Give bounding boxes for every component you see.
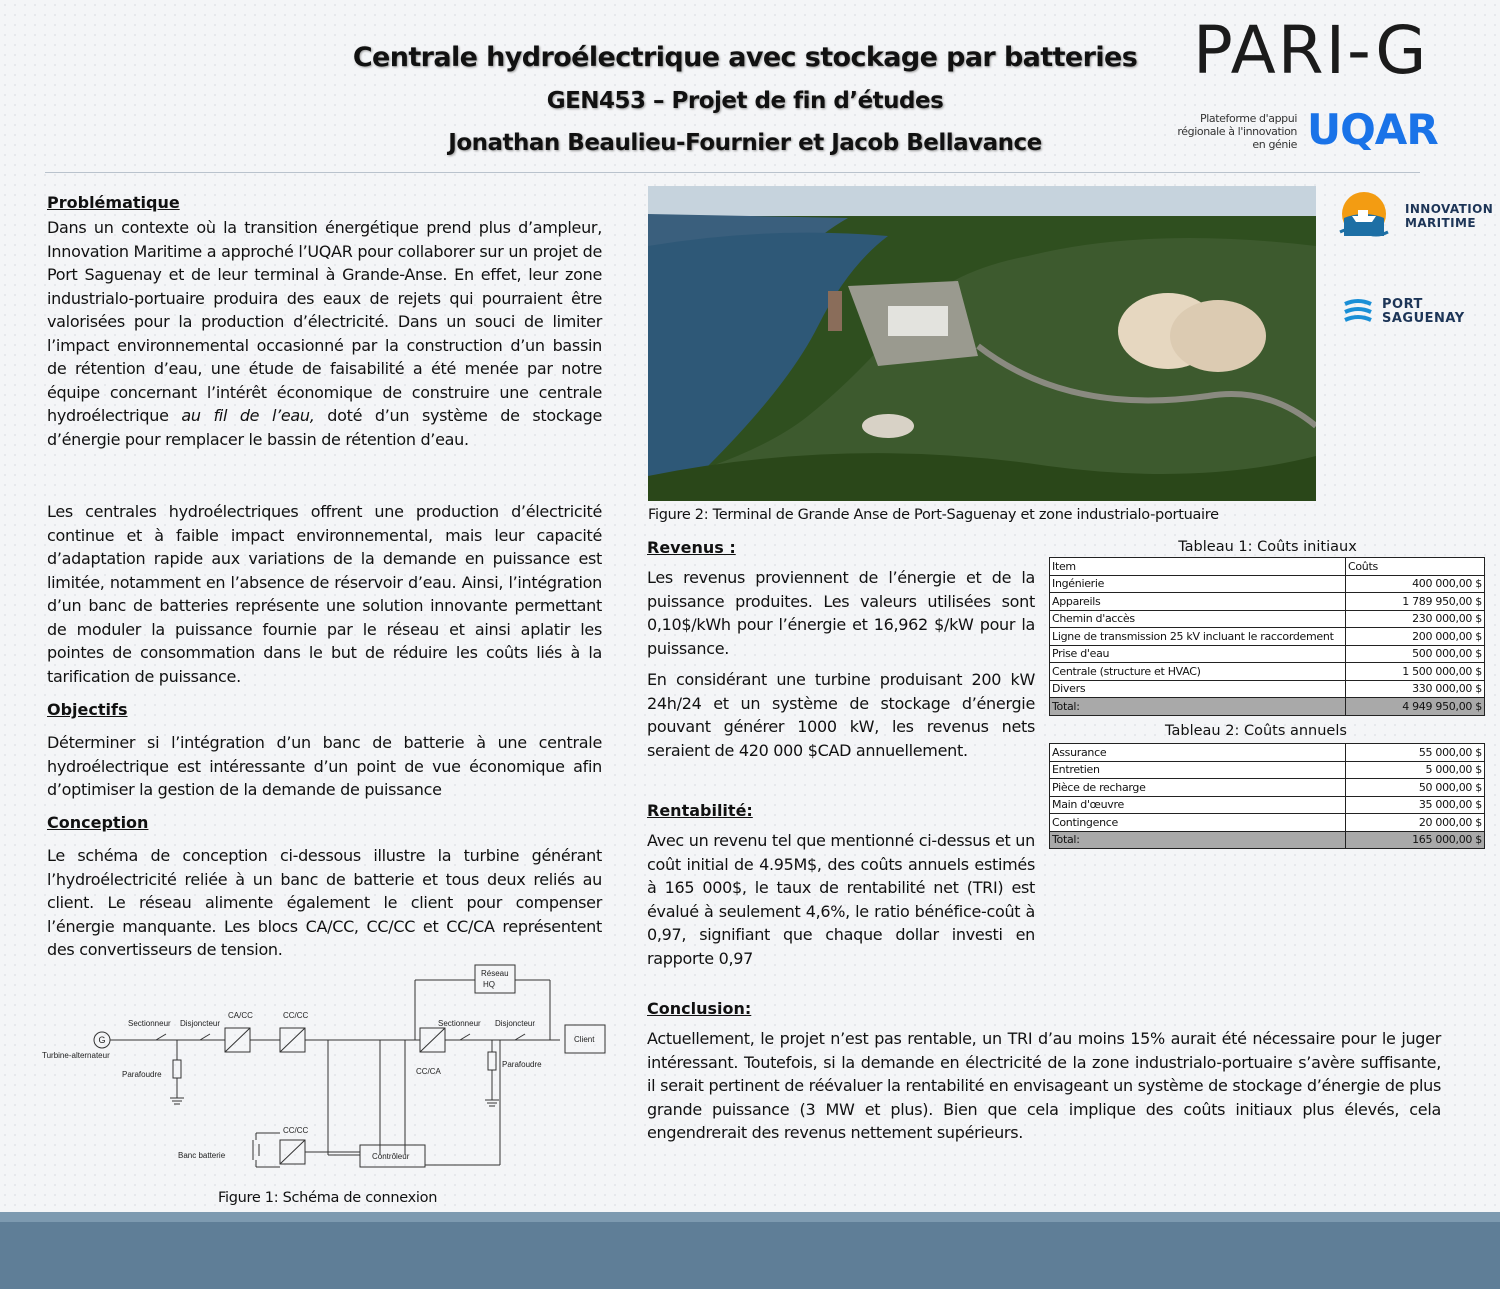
table1-item: Chemin d'accès: [1050, 610, 1346, 628]
problematique-paragraph-2: Les centrales hydroélectriques offrent une production d’électricité continue et à faible impact environnemental, mais leur capacité d’adaptation rapide aux variations de la demande en puissance est limitée, notamment en l’absence de réservoir d’eau. Ainsi, l’intégration d’un banc de batteries représente une solution innovante permettant de moduler la puissance fournie par le réseau et ainsi aplatir les pointes de consommation dans le but de réduire les coûts liés à la tarification de puissance.: [47, 502, 602, 686]
p1-part-a: Dans un contexte où la transition énergétique prend plus d’ampleur, Innovation Maritime a approché l’UQAR pour collaborer sur un projet de Port Saguenay et de leur terminal à Grande-Anse. En effet, leur zone industrialo-portuaire produira des eaux de rejets qui pourraient être valorisées pour la production d’électricité. Dans un souci de limiter l’impact environnemental occasionné par la construction d’un bassin de rétention d’eau, une étude de faisabilité a été menée par notre équipe concernant l’intérêt économique de construire une centrale hydroélectrique: [47, 218, 602, 425]
footer-bar: [0, 1212, 1500, 1289]
table1-header-item: Item: [1050, 558, 1346, 576]
table-row: [1050, 796, 1485, 814]
table2-cost: 35 000,00 $: [1346, 796, 1485, 814]
diagram-sectionneur1-label: Sectionneur: [128, 1019, 171, 1028]
terminal-aerial-photo: [648, 186, 1316, 501]
course-subtitle: GEN453 – Projet de fin d’études: [546, 88, 944, 114]
problematique-paragraph-1: [47, 216, 602, 451]
ps-word-1: PORT: [1382, 297, 1423, 312]
annual-costs-table: [1049, 743, 1485, 849]
revenus-heading: Revenus :: [647, 538, 736, 557]
uqar-logo: UQAR: [1307, 105, 1438, 154]
figure2-caption: Figure 2: Terminal de Grande Anse de Port-Saguenay et zone industrialo-portuaire: [648, 507, 1219, 523]
diagram-hq-label: HQ: [483, 980, 495, 989]
table2-item: Pièce de recharge: [1050, 779, 1346, 797]
parig-logo: PARI-G: [1193, 12, 1429, 89]
diagram-client-label: Client: [574, 1035, 595, 1044]
table1-item: Centrale (structure et HVAC): [1050, 663, 1346, 681]
p1-part-b: doté d’un système de stockage d’énergie pour remplacer le bassin de rétention d’eau.: [47, 406, 602, 449]
table1-total-row: [1050, 698, 1485, 716]
diagram-controleur-label: Contrôleur: [372, 1152, 410, 1161]
table1-header-cost: Coûts: [1346, 558, 1485, 576]
conclusion-heading: Conclusion:: [647, 999, 752, 1018]
diagram-sectionneur2-label: Sectionneur: [438, 1019, 481, 1028]
authors: Jonathan Beaulieu-Fournier et Jacob Bellavance: [448, 130, 1042, 156]
table1-header-row: [1050, 558, 1485, 576]
objectifs-heading: Objectifs: [47, 700, 128, 719]
table2-caption: Tableau 2: Coûts annuels: [1165, 723, 1347, 739]
table-row: [1050, 814, 1485, 832]
table1-item: Appareils: [1050, 593, 1346, 611]
table2-total-label: Total:: [1050, 831, 1346, 849]
table-row: [1050, 593, 1485, 611]
conception-paragraph: Le schéma de conception ci-dessous illustre la turbine générant l’hydroélectricité reliée à un banc de batterie et tous deux reliés au client. Le réseau alimente également le client pour compenser l’énergie manquante. Les blocs CA/CC, CC/CC et CC/CA représentent des convertisseurs de tension.: [47, 846, 602, 959]
table-row: [1050, 744, 1485, 762]
table1-cost: 200 000,00 $: [1346, 628, 1485, 646]
table1-cost: 230 000,00 $: [1346, 610, 1485, 628]
table2-total-value: 165 000,00 $: [1346, 831, 1485, 849]
table-row: [1050, 680, 1485, 698]
table1-total-value: 4 949 950,00 $: [1346, 698, 1485, 716]
figure1-caption: Figure 1: Schéma de connexion: [218, 1190, 438, 1206]
problematique-heading: Problématique: [47, 193, 180, 212]
table2-item: Assurance: [1050, 744, 1346, 762]
initial-costs-table: [1049, 557, 1485, 716]
table-row: [1050, 761, 1485, 779]
table1-total-label: Total:: [1050, 698, 1346, 716]
diagram-disjoncteur2-label: Disjoncteur: [495, 1019, 536, 1028]
table1-item: Ligne de transmission 25 kV incluant le raccordement: [1050, 628, 1346, 646]
diagram-cccc1-label: CC/CC: [283, 1011, 309, 1020]
revenus-paragraph-2: En considérant une turbine produisant 200 kW 24h/24 et un système de stockage d’énergie pouvant générer 1000 kW, les revenus nets seraient de 420 000 $CAD annuellement.: [647, 670, 1035, 760]
table1-item: Divers: [1050, 680, 1346, 698]
diagram-banc-label: Banc batterie: [178, 1151, 226, 1160]
connection-diagram: [40, 960, 610, 1185]
table2-item: Contingence: [1050, 814, 1346, 832]
table2-cost: 55 000,00 $: [1346, 744, 1485, 762]
table2-cost: 20 000,00 $: [1346, 814, 1485, 832]
p1-emphasis: au fil de l’eau,: [181, 406, 315, 425]
table1-cost: 500 000,00 $: [1346, 645, 1485, 663]
table1-cost: 1 789 950,00 $: [1346, 593, 1485, 611]
innovation-maritime-logo: [1405, 202, 1493, 230]
rentabilite-paragraph: Avec un revenu tel que mentionné ci-dessus et un coût initial de 4.95M$, des coûts annuels estimés à 165 000$, le taux de rentabilité net (TRI) est évalué à seulement 4,6%, le ratio bénéfice-coût à 0,97, signifiant que chaque dollar investi en rapporte 0,97: [647, 831, 1035, 968]
port-saguenay-logo: [1382, 298, 1465, 326]
table-row: [1050, 610, 1485, 628]
table-row: [1050, 663, 1485, 681]
diagram-reseau-label: Réseau: [481, 969, 509, 978]
header-divider: [45, 172, 1420, 173]
table2-cost: 5 000,00 $: [1346, 761, 1485, 779]
diagram-disjoncteur1-label: Disjoncteur: [180, 1019, 221, 1028]
objectifs-paragraph: Déterminer si l’intégration d’un banc de batterie à une centrale hydroélectrique est intéressante d’un point de vue économique afin d’optimiser la gestion de la demande de puissance: [47, 733, 602, 799]
im-word-1: INNOVATION: [1405, 202, 1494, 216]
conception-heading: Conception: [47, 813, 149, 832]
diagram-parafoudre2-label: Parafoudre: [502, 1060, 542, 1069]
ps-word-2: SAGUENAY: [1382, 311, 1465, 326]
revenus-paragraph-1: Les revenus proviennent de l’énergie et de la puissance produites. Les valeurs utilisées sont 0,10$/kWh pour l’énergie et 16,962 $/kW pour la puissance.: [647, 568, 1035, 658]
conclusion-paragraph: Actuellement, le projet n’est pas rentable, un TRI d’au moins 15% aurait été nécessaire pour le juger intéressant. Toutefois, si la demande en électricité de la zone industrialo-portuaire s’avère suffisante, il serait pertinent de réévaluer la rentabilité en envisageant un système de stockage d’énergie de plus grande puissance (3 MW et plus). Bien que cela implique des coûts initiaux plus élevés, cela engendrerait des revenus nettement supérieurs.: [647, 1029, 1441, 1142]
table1-cost: 400 000,00 $: [1346, 575, 1485, 593]
table1-caption: Tableau 1: Coûts initiaux: [1178, 539, 1357, 555]
table-row: [1050, 575, 1485, 593]
table2-item: Entretien: [1050, 761, 1346, 779]
plateforme-text: Plateforme d'appui régionale à l'innovation en génie: [1177, 112, 1297, 151]
diagram-g-label: G: [98, 1035, 106, 1045]
table-row: [1050, 779, 1485, 797]
rentabilite-heading: Rentabilité:: [647, 801, 753, 820]
table1-item: Prise d'eau: [1050, 645, 1346, 663]
port-saguenay-icon: [1343, 298, 1373, 326]
table1-cost: 1 500 000,00 $: [1346, 663, 1485, 681]
im-word-2: MARITIME: [1405, 216, 1476, 230]
diagram-ccca-label: CC/CA: [416, 1067, 441, 1076]
table1-item: Ingénierie: [1050, 575, 1346, 593]
diagram-turbine-label: Turbine-alternateur: [42, 1051, 110, 1060]
diagram-cacc-label: CA/CC: [228, 1011, 253, 1020]
table2-item: Main d'œuvre: [1050, 796, 1346, 814]
table-row: [1050, 628, 1485, 646]
poster-title: Centrale hydroélectrique avec stockage par batteries: [352, 42, 1138, 73]
table1-cost: 330 000,00 $: [1346, 680, 1485, 698]
table-row: [1050, 645, 1485, 663]
diagram-cccc2-label: CC/CC: [283, 1126, 309, 1135]
diagram-parafoudre1-label: Parafoudre: [122, 1070, 162, 1079]
table2-cost: 50 000,00 $: [1346, 779, 1485, 797]
table2-total-row: [1050, 831, 1485, 849]
